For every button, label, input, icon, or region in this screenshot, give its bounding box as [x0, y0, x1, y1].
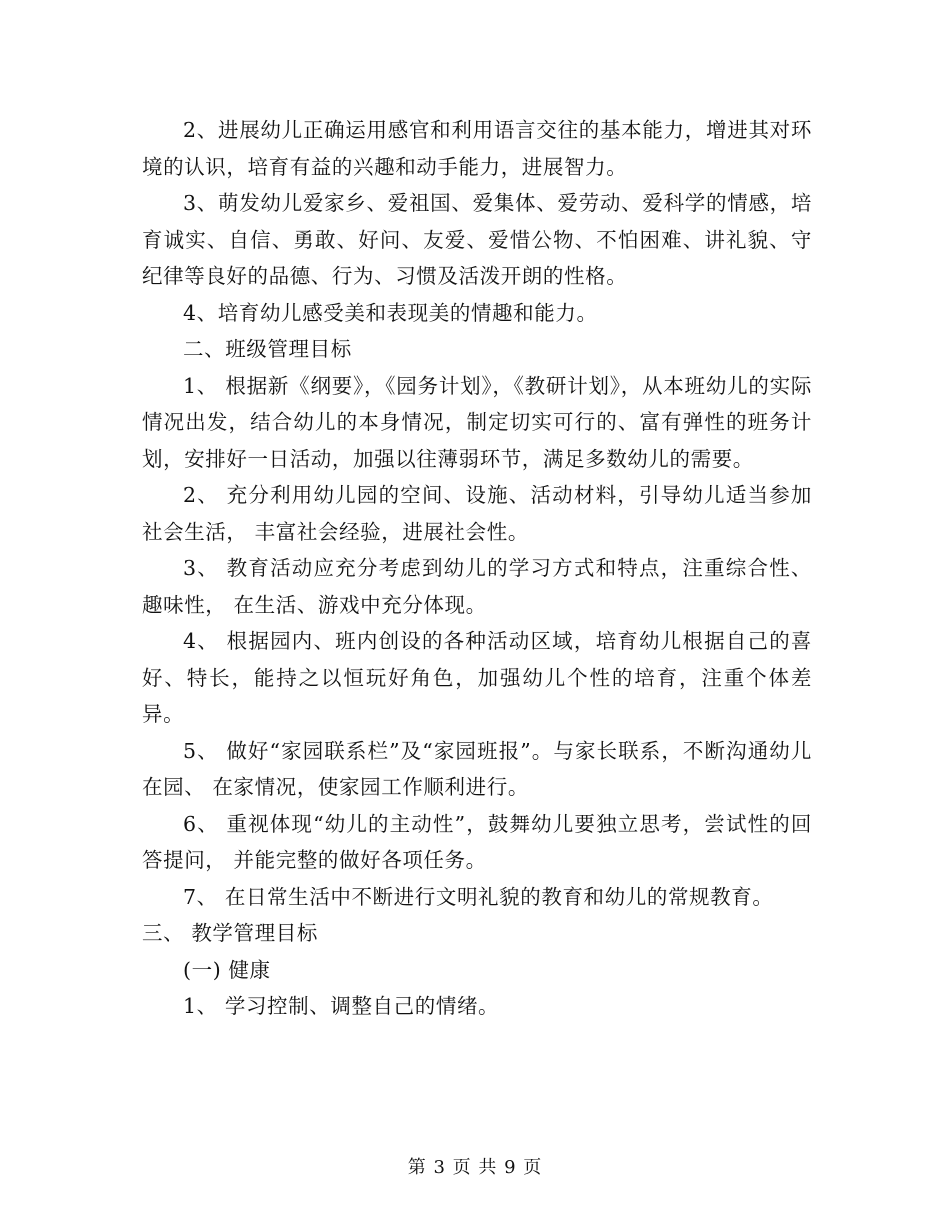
subsection-heading-health: (一) 健康 — [183, 957, 271, 982]
document-body — [142, 112, 812, 1025]
paragraph-class-item-1: 1、 根据新《纲要》，《园务计划》，《教研计划》，从本班幼儿的实际情况出发，结合幼儿的本身情况，制定切实可行的、富有弹性的班务计划，安排好一日活动，加强以往薄弱环节，满足多数幼儿的需要。 — [142, 373, 812, 471]
paragraph-class-item-2: 2、 充分利用幼儿园的空间、设施、活动材料，引导幼儿适当参加社会生活， 丰富社会经验，进展社会性。 — [142, 483, 812, 544]
paragraph-class-item-3: 3、 教育活动应充分考虑到幼儿的学习方式和特点，注重综合性、趣味性， 在生活、游戏中充分体现。 — [142, 556, 812, 617]
paragraph-class-item-7: 7、 在日常生活中不断进行文明礼貌的教育和幼儿的常规教育。 — [183, 884, 774, 909]
paragraph-goal-2: 2、进展幼儿正确运用感官和利用语言交往的基本能力，增进其对环境的认识，培育有益的兴趣和动手能力，进展智力。 — [142, 118, 812, 179]
paragraph-class-item-5: 5、 做好“家园联系栏”及“家园班报”。与家长联系，不断沟通幼儿在园、 在家情况，使家园工作顺利进行。 — [142, 738, 812, 799]
section-heading-class-management: 二、班级管理目标 — [183, 337, 352, 361]
paragraph-class-item-6: 6、 重视体现“幼儿的主动性”，鼓舞幼儿要独立思考，尝试性的回答提问， 并能完整的做好各项任务。 — [142, 811, 812, 872]
section-heading-teaching-management: 三、 教学管理目标 — [142, 921, 318, 945]
paragraph-goal-4: 4、培育幼儿感受美和表现美的情趣和能力。 — [183, 300, 598, 325]
page-number-footer: 第 3 页 共 9 页 — [407, 1157, 543, 1178]
paragraph-goal-3: 3、萌发幼儿爱家乡、爱祖国、爱集体、爱劳动、爱科学的情感，培育诚实、自信、勇敢、好问、友爱、爱惜公物、不怕困难、讲礼貌、守纪律等良好的品德、行为、习惯及活泼开朗的性格。 — [142, 191, 812, 288]
paragraph-class-item-4: 4、 根据园内、班内创设的各种活动区域，培育幼儿根据自己的喜好、特长，能持之以恒玩好角色，加强幼儿个性的培育，注重个体差异。 — [142, 629, 812, 726]
paragraph-health-item-1: 1、 学习控制、调整自己的情绪。 — [183, 994, 500, 1018]
